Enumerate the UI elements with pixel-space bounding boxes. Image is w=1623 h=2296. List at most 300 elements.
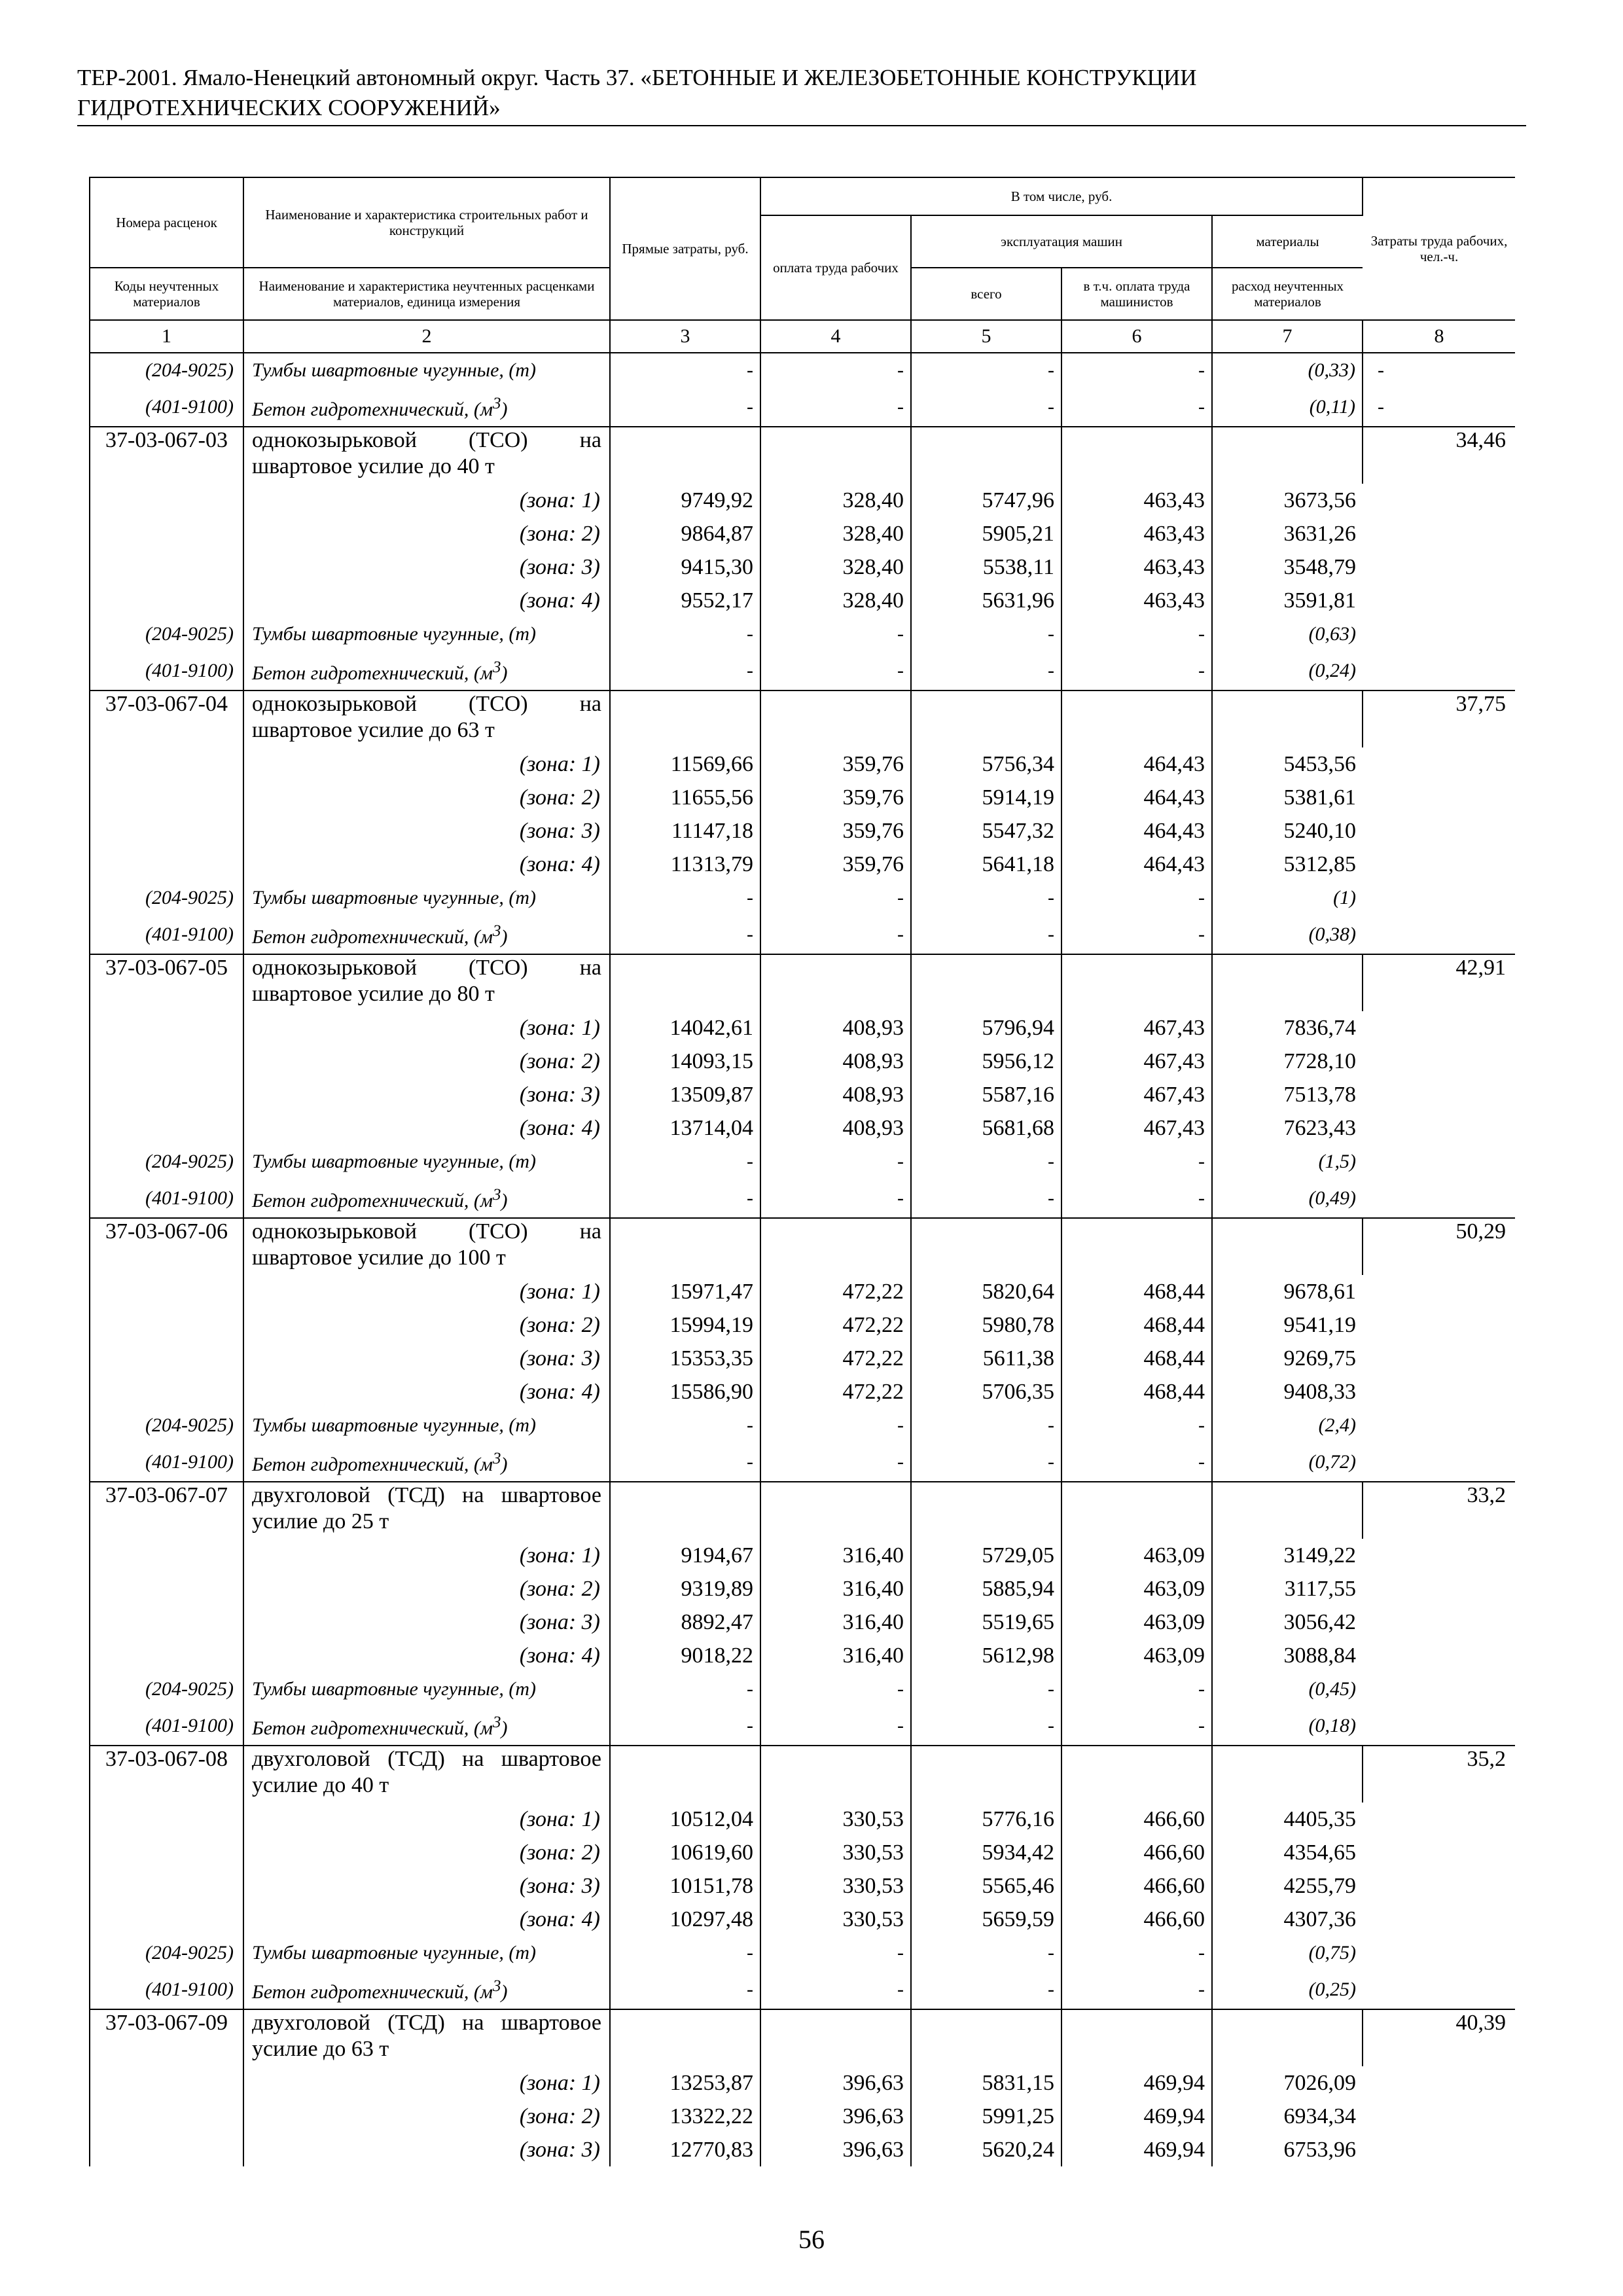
empty-cell	[1212, 1218, 1363, 1275]
document-header	[77, 63, 1526, 126]
empty-cell	[610, 954, 760, 1011]
zone-row	[90, 584, 1515, 617]
material-quantity: (0,38)	[1308, 923, 1357, 945]
dash-cell: -	[1061, 881, 1212, 914]
unit-superscript: 3	[493, 1450, 501, 1467]
dash-cell: -	[610, 387, 760, 427]
dash-cell: -	[1378, 359, 1385, 381]
worker-wage: 359,76	[760, 848, 911, 881]
machine-cost: 5620,24	[911, 2133, 1061, 2166]
machinist-wage: 468,44	[1061, 1342, 1212, 1375]
col2-header-bottom: Наименование и характеристика неучтенных расценками материалов, единица измерения	[243, 268, 610, 320]
dash-cell: -	[911, 1178, 1061, 1218]
material-code: (204-9025)	[90, 1936, 243, 1969]
zone-row	[90, 1605, 1515, 1639]
zone-row	[90, 1342, 1515, 1375]
empty-cell	[760, 1218, 911, 1275]
worker-wage: 472,22	[760, 1342, 911, 1375]
material-name-text: Тумбы швартовные чугунные, (т)	[252, 1414, 537, 1436]
col3-header: Прямые затраты, руб.	[610, 177, 760, 320]
labor-cost: 33,2	[1363, 1482, 1515, 1746]
material-row	[90, 1145, 1515, 1178]
material-code: (401-9100)	[90, 914, 243, 954]
material-name	[243, 1936, 610, 1969]
machine-cost: 5565,46	[911, 1869, 1061, 1903]
empty-cell	[90, 1572, 243, 1605]
rate-description: двухголовой (ТСД) на швартовое усилие до 25 т	[243, 1482, 610, 1539]
machine-cost: 5914,19	[911, 781, 1061, 814]
dash-cell: -	[760, 1178, 911, 1218]
col1-header-top: Номера расценок	[90, 177, 243, 268]
machine-cost: 5820,64	[911, 1275, 1061, 1308]
dash-cell: -	[911, 1408, 1061, 1442]
empty-cell	[911, 954, 1061, 1011]
machine-cost: 5547,32	[911, 814, 1061, 848]
dash-cell: -	[911, 1145, 1061, 1178]
material-name-end: )	[501, 399, 508, 420]
worker-wage: 396,63	[760, 2100, 911, 2133]
dash-cell: -	[610, 617, 760, 651]
zone-label: (зона: 2)	[243, 1045, 610, 1078]
machinist-wage: 468,44	[1061, 1308, 1212, 1342]
col7-header: расход неучтенных материалов	[1231, 278, 1344, 310]
empty-cell	[90, 1903, 243, 1936]
materials-cost: 9269,75	[1283, 1346, 1357, 1371]
direct-cost: 15353,35	[610, 1342, 760, 1375]
material-code: (204-9025)	[90, 1672, 243, 1706]
unit-superscript: 3	[493, 922, 501, 940]
machine-cost: 5612,98	[911, 1639, 1061, 1672]
col8-header: Затраты труда рабочих, чел.-ч.	[1363, 177, 1515, 320]
dash-cell: -	[911, 651, 1061, 691]
column-number: 8	[1363, 320, 1515, 353]
worker-wage: 330,53	[760, 1803, 911, 1836]
direct-cost: 13322,22	[610, 2100, 760, 2133]
machine-cost: 5587,16	[911, 1078, 1061, 1111]
materials-cost: 7026,09	[1283, 2071, 1357, 2095]
rate-description: двухголовой (ТСД) на швартовое усилие до 63 т	[243, 2009, 610, 2066]
materials-cost: 4307,36	[1283, 1907, 1357, 1931]
dash-cell: -	[911, 353, 1061, 387]
direct-cost: 14093,15	[610, 1045, 760, 1078]
dash-cell: -	[760, 914, 911, 954]
zone-label: (зона: 4)	[243, 1375, 610, 1408]
empty-cell	[90, 814, 243, 848]
materials-cost: 6753,96	[1283, 2138, 1357, 2162]
material-code: (204-9025)	[90, 353, 243, 387]
material-row	[90, 1442, 1515, 1482]
direct-cost: 10619,60	[610, 1836, 760, 1869]
worker-wage: 408,93	[760, 1011, 911, 1045]
materials-cost: 3591,81	[1283, 588, 1357, 613]
machine-cost: 5538,11	[911, 550, 1061, 584]
empty-cell	[1061, 1746, 1212, 1803]
materials-cost: 4255,79	[1283, 1874, 1357, 1898]
materials-group-header: материалы	[1212, 215, 1363, 268]
dash-cell: -	[1061, 617, 1212, 651]
dash-cell: -	[760, 353, 911, 387]
direct-cost: 9864,87	[610, 517, 760, 550]
empty-cell	[610, 427, 760, 484]
zone-label: (зона: 3)	[243, 2133, 610, 2166]
machinist-wage: 469,94	[1061, 2066, 1212, 2100]
rate-row	[90, 427, 1515, 484]
dash-cell: -	[1061, 1442, 1212, 1482]
zone-row	[90, 1572, 1515, 1605]
machine-cost: 5796,94	[911, 1011, 1061, 1045]
zone-row	[90, 848, 1515, 881]
zone-row	[90, 2100, 1515, 2133]
zone-label: (зона: 2)	[243, 517, 610, 550]
materials-cost: 3056,42	[1283, 1610, 1357, 1634]
empty-cell	[90, 2133, 243, 2166]
zone-row	[90, 814, 1515, 848]
dash-cell: -	[1061, 914, 1212, 954]
worker-wage: 328,40	[760, 517, 911, 550]
material-row	[90, 353, 1515, 387]
material-name	[243, 914, 610, 954]
dash-cell: -	[1061, 651, 1212, 691]
direct-cost: 12770,83	[610, 2133, 760, 2166]
direct-cost: 11569,66	[610, 747, 760, 781]
worker-wage: 330,53	[760, 1903, 911, 1936]
material-name-text: Тумбы швартовные чугунные, (т)	[252, 1942, 537, 1964]
unit-superscript: 3	[493, 395, 501, 412]
rate-code: 37-03-067-03	[90, 427, 243, 484]
worker-wage: 316,40	[760, 1539, 911, 1572]
zone-row	[90, 1111, 1515, 1145]
direct-cost: 9552,17	[610, 584, 760, 617]
material-code: (401-9100)	[90, 1969, 243, 2009]
zone-label: (зона: 1)	[243, 2066, 610, 2100]
material-name-text: Бетон гидротехнический, (м	[252, 1981, 493, 2003]
machinist-wage: 466,60	[1061, 1903, 1212, 1936]
material-name	[243, 1145, 610, 1178]
labor-cost: 34,46	[1363, 427, 1515, 691]
empty-cell	[90, 1011, 243, 1045]
empty-cell	[90, 848, 243, 881]
worker-wage: 316,40	[760, 1605, 911, 1639]
machinist-wage: 464,43	[1061, 781, 1212, 814]
table-header	[90, 177, 1515, 353]
unit-superscript: 3	[493, 1713, 501, 1731]
direct-cost: 8892,47	[610, 1605, 760, 1639]
machine-cost: 5641,18	[911, 848, 1061, 881]
dash-cell: -	[911, 1672, 1061, 1706]
empty-cell	[90, 1605, 243, 1639]
dash-cell: -	[610, 1408, 760, 1442]
direct-cost: 13253,87	[610, 2066, 760, 2100]
material-row	[90, 1706, 1515, 1746]
material-name-text: Тумбы швартовные чугунные, (т)	[252, 359, 537, 381]
dash-cell: -	[760, 1672, 911, 1706]
material-row	[90, 1408, 1515, 1442]
empty-cell	[760, 2009, 911, 2066]
material-name	[243, 1178, 610, 1218]
empty-cell	[1061, 1218, 1212, 1275]
unit-superscript: 3	[493, 658, 501, 676]
material-quantity: (0,75)	[1308, 1942, 1357, 1964]
header-line-1: ТЕР-2001. Ямало-Ненецкий автономный округ. Часть 37. «БЕТОННЫЕ И ЖЕЛЕЗОБЕТОННЫЕ КОНСТРУКЦИИ	[77, 65, 1197, 90]
empty-cell	[760, 427, 911, 484]
labor-cost: 37,75	[1363, 691, 1515, 954]
machinist-wage: 469,94	[1061, 2133, 1212, 2166]
machinist-wage: 463,09	[1061, 1605, 1212, 1639]
zone-row	[90, 1078, 1515, 1111]
zone-label: (зона: 3)	[243, 1078, 610, 1111]
column-number: 1	[90, 320, 243, 353]
materials-cost: 5381,61	[1283, 785, 1357, 810]
machine-cost: 5747,96	[911, 484, 1061, 517]
direct-cost: 15994,19	[610, 1308, 760, 1342]
worker-wage: 408,93	[760, 1045, 911, 1078]
machinist-wage: 468,44	[1061, 1375, 1212, 1408]
direct-cost: 13714,04	[610, 1111, 760, 1145]
empty-cell	[911, 427, 1061, 484]
material-code: (401-9100)	[90, 651, 243, 691]
material-quantity: (0,24)	[1308, 659, 1357, 681]
zone-label: (зона: 1)	[243, 747, 610, 781]
direct-cost: 10297,48	[610, 1903, 760, 1936]
materials-cost: 4405,35	[1283, 1807, 1357, 1831]
material-name-end: )	[501, 1190, 508, 1211]
material-row	[90, 881, 1515, 914]
dash-cell: -	[911, 1442, 1061, 1482]
zone-label: (зона: 1)	[243, 1275, 610, 1308]
rate-row	[90, 2009, 1515, 2066]
worker-wage: 396,63	[760, 2066, 911, 2100]
dash-cell: -	[1061, 1706, 1212, 1746]
zone-label: (зона: 3)	[243, 1342, 610, 1375]
worker-wage: 359,76	[760, 814, 911, 848]
material-name	[243, 1442, 610, 1482]
dash-cell: -	[911, 387, 1061, 427]
worker-wage: 328,40	[760, 550, 911, 584]
rate-code: 37-03-067-09	[90, 2009, 243, 2066]
table-body	[90, 353, 1515, 2166]
dash-cell: -	[911, 617, 1061, 651]
material-row	[90, 617, 1515, 651]
column-number: 6	[1061, 320, 1212, 353]
dash-cell: -	[760, 1145, 911, 1178]
dash-cell: -	[760, 617, 911, 651]
labor-cost: 35,2	[1363, 1746, 1515, 2009]
dash-cell: -	[610, 1178, 760, 1218]
empty-cell	[90, 1308, 243, 1342]
empty-cell	[911, 1482, 1061, 1539]
material-name	[243, 617, 610, 651]
material-name-end: )	[501, 1981, 508, 2003]
material-name-text: Бетон гидротехнический, (м	[252, 1717, 493, 1739]
materials-cost: 3117,55	[1284, 1577, 1357, 1601]
material-name-text: Тумбы швартовные чугунные, (т)	[252, 887, 537, 908]
machine-cost: 5519,65	[911, 1605, 1061, 1639]
machine-cost: 5631,96	[911, 584, 1061, 617]
material-name	[243, 881, 610, 914]
materials-cost: 7513,78	[1283, 1083, 1357, 1107]
machinist-wage: 463,09	[1061, 1639, 1212, 1672]
zone-label: (зона: 3)	[243, 814, 610, 848]
empty-cell	[610, 1482, 760, 1539]
empty-cell	[90, 584, 243, 617]
zone-row	[90, 550, 1515, 584]
material-code: (401-9100)	[90, 1442, 243, 1482]
material-name-end: )	[501, 926, 508, 948]
col1-header-bottom: Коды неучтенных материалов	[90, 268, 243, 320]
materials-cost: 3149,22	[1283, 1543, 1357, 1568]
empty-cell	[90, 1836, 243, 1869]
rate-code: 37-03-067-07	[90, 1482, 243, 1539]
col4-header: оплата труда рабочих	[760, 215, 911, 320]
materials-cost: 5453,56	[1283, 752, 1357, 776]
material-quantity: (0,72)	[1308, 1450, 1357, 1473]
machinist-wage: 467,43	[1061, 1111, 1212, 1145]
machinist-wage: 467,43	[1061, 1011, 1212, 1045]
direct-cost: 15971,47	[610, 1275, 760, 1308]
material-quantity: (0,63)	[1308, 623, 1357, 645]
material-code: (401-9100)	[90, 1178, 243, 1218]
empty-cell	[90, 2100, 243, 2133]
worker-wage: 359,76	[760, 781, 911, 814]
rate-description: однокозырьковой (ТСО) на швартовое усилие до 63 т	[243, 691, 610, 747]
direct-cost: 9018,22	[610, 1639, 760, 1672]
materials-cost: 9678,61	[1283, 1280, 1357, 1304]
rate-description: однокозырьковой (ТСО) на швартовое усилие до 40 т	[243, 427, 610, 484]
empty-cell	[90, 747, 243, 781]
materials-cost: 9541,19	[1283, 1313, 1357, 1337]
machinist-wage: 466,60	[1061, 1836, 1212, 1869]
worker-wage: 328,40	[760, 484, 911, 517]
dash-cell: -	[760, 1408, 911, 1442]
dash-cell: -	[760, 651, 911, 691]
zone-label: (зона: 4)	[243, 1903, 610, 1936]
rate-code: 37-03-067-04	[90, 691, 243, 747]
unit-superscript: 3	[493, 1977, 501, 1995]
unit-superscript: 3	[493, 1186, 501, 1204]
zone-row	[90, 781, 1515, 814]
machines-group-header: эксплуатация машин	[911, 215, 1212, 268]
labor-cost: 40,39	[1363, 2009, 1515, 2166]
col2-header-top: Наименование и характеристика строительных работ и конструкций	[243, 177, 610, 268]
material-name	[243, 353, 610, 387]
material-quantity: (0,49)	[1308, 1187, 1357, 1209]
material-code: (204-9025)	[90, 1408, 243, 1442]
worker-wage: 316,40	[760, 1639, 911, 1672]
machine-cost: 5980,78	[911, 1308, 1061, 1342]
machinist-wage: 469,94	[1061, 2100, 1212, 2133]
machinist-wage: 463,43	[1061, 484, 1212, 517]
empty-cell	[760, 1746, 911, 1803]
empty-cell	[90, 1275, 243, 1308]
empty-cell	[911, 2009, 1061, 2066]
zone-label: (зона: 1)	[243, 1539, 610, 1572]
machine-cost: 5659,59	[911, 1903, 1061, 1936]
material-name-text: Бетон гидротехнический, (м	[252, 399, 493, 420]
empty-cell	[90, 1342, 243, 1375]
empty-cell	[90, 1639, 243, 1672]
machine-cost: 5905,21	[911, 517, 1061, 550]
material-code: (204-9025)	[90, 617, 243, 651]
machine-cost: 5706,35	[911, 1375, 1061, 1408]
empty-cell	[610, 1746, 760, 1803]
dash-cell: -	[1061, 1672, 1212, 1706]
empty-cell	[1061, 954, 1212, 1011]
machinist-wage: 463,09	[1061, 1572, 1212, 1605]
empty-cell	[90, 550, 243, 584]
machine-cost: 5776,16	[911, 1803, 1061, 1836]
machinist-wage: 467,43	[1061, 1078, 1212, 1111]
machine-cost: 5756,34	[911, 747, 1061, 781]
material-code: (401-9100)	[90, 387, 243, 427]
included-group-header: В том числе, руб.	[760, 177, 1363, 215]
empty-cell	[90, 2066, 243, 2100]
zone-label: (зона: 2)	[243, 1308, 610, 1342]
dash-cell: -	[911, 914, 1061, 954]
empty-cell	[90, 1078, 243, 1111]
empty-cell	[1212, 2009, 1363, 2066]
material-name-text: Бетон гидротехнический, (м	[252, 662, 493, 684]
material-name	[243, 1969, 610, 2009]
empty-cell	[1212, 691, 1363, 747]
direct-cost: 14042,61	[610, 1011, 760, 1045]
zone-row	[90, 484, 1515, 517]
rate-code: 37-03-067-05	[90, 954, 243, 1011]
empty-cell	[911, 691, 1061, 747]
price-table	[89, 177, 1515, 2166]
worker-wage: 408,93	[760, 1078, 911, 1111]
dash-cell: -	[610, 1145, 760, 1178]
worker-wage: 359,76	[760, 747, 911, 781]
empty-cell	[911, 1218, 1061, 1275]
zone-row	[90, 1539, 1515, 1572]
empty-cell	[610, 2009, 760, 2066]
rate-row	[90, 1746, 1515, 1803]
rate-description: однокозырьковой (ТСО) на швартовое усилие до 80 т	[243, 954, 610, 1011]
materials-cost: 3673,56	[1283, 488, 1357, 512]
labor-cost: 50,29	[1363, 1218, 1515, 1482]
page-number: 56	[798, 2225, 825, 2254]
material-row	[90, 1936, 1515, 1969]
zone-row	[90, 517, 1515, 550]
dash-cell: -	[610, 1442, 760, 1482]
direct-cost: 10151,78	[610, 1869, 760, 1903]
zone-row	[90, 1308, 1515, 1342]
material-code: (204-9025)	[90, 881, 243, 914]
material-name-text: Тумбы швартовные чугунные, (т)	[252, 623, 537, 645]
machinist-wage: 463,43	[1061, 517, 1212, 550]
dash-cell: -	[610, 1706, 760, 1746]
empty-cell	[1061, 427, 1212, 484]
rate-row	[90, 1482, 1515, 1539]
zone-label: (зона: 2)	[243, 781, 610, 814]
rate-row	[90, 691, 1515, 747]
empty-cell	[1212, 427, 1363, 484]
machine-cost: 5611,38	[911, 1342, 1061, 1375]
zone-label: (зона: 3)	[243, 550, 610, 584]
zone-label: (зона: 1)	[243, 1803, 610, 1836]
material-name	[243, 1408, 610, 1442]
machine-cost: 5681,68	[911, 1111, 1061, 1145]
rate-code: 37-03-067-06	[90, 1218, 243, 1275]
machine-cost: 5729,05	[911, 1539, 1061, 1572]
empty-cell	[1061, 1482, 1212, 1539]
material-name	[243, 651, 610, 691]
materials-cost: 6934,34	[1283, 2104, 1357, 2128]
empty-cell	[90, 1539, 243, 1572]
materials-cost: 4354,65	[1283, 1840, 1357, 1865]
dash-cell: -	[1061, 1969, 1212, 2009]
material-code: (401-9100)	[90, 1706, 243, 1746]
